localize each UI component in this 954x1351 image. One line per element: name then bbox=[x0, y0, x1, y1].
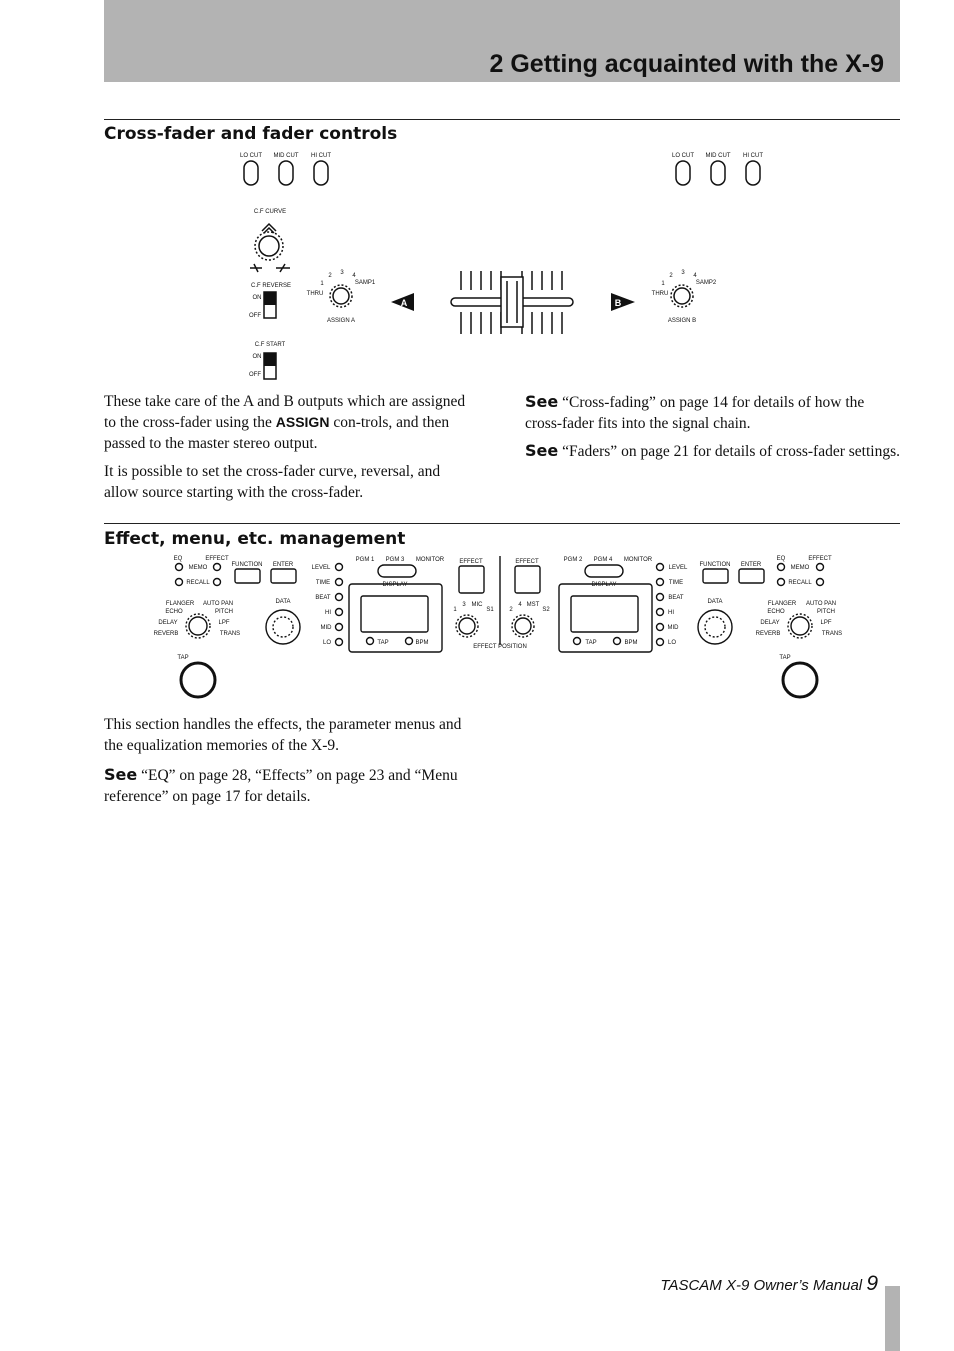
mid-cut-knob-b bbox=[711, 161, 725, 185]
effect-position-label: EFFECT POSITION bbox=[473, 644, 527, 650]
effect-label: EFFECT bbox=[515, 559, 539, 565]
mid-label: MID bbox=[320, 625, 332, 631]
effect-label: EFFECT bbox=[459, 559, 483, 565]
paragraph-assign: These take care of the A and B outputs which are assigned to the cross-fader using the ASSIGN con-trols, and then passed to the master stereo output. bbox=[104, 393, 466, 452]
pgm3-label: PGM 3 bbox=[385, 557, 405, 563]
lpf-label: LPF bbox=[218, 620, 230, 626]
function-label: FUNCTION bbox=[231, 562, 263, 568]
faders-reference: “Faders” on page 21 for details of cross-fader settings. bbox=[558, 443, 900, 460]
tap-label: TAP bbox=[177, 655, 189, 661]
pos-label: 2 bbox=[509, 607, 513, 613]
delay-label: DELAY bbox=[158, 620, 178, 626]
thru-label: THRU bbox=[651, 291, 669, 297]
off-label: OFF bbox=[249, 313, 261, 319]
page-footer bbox=[660, 1272, 878, 1296]
on-label: ON bbox=[252, 295, 262, 301]
data-label: DATA bbox=[707, 599, 723, 605]
effect-label: EFFECT bbox=[808, 556, 832, 562]
s2-label: S2 bbox=[542, 607, 550, 613]
flanger-label: FLANGER bbox=[767, 601, 797, 607]
see-faders bbox=[525, 440, 900, 462]
samp2-label: SAMP2 bbox=[695, 280, 717, 286]
effect-panel-diagram bbox=[0, 552, 954, 707]
samp1-label: SAMP1 bbox=[354, 280, 376, 286]
paragraph-curve: It is possible to set the cross-fader curve, reversal, and allow source starting with the cross-fader. bbox=[104, 463, 441, 501]
memo-label: MEMO bbox=[790, 565, 810, 571]
recall-label: RECALL bbox=[186, 580, 210, 586]
data-wheel-b bbox=[698, 610, 732, 644]
enter-button-b bbox=[739, 569, 764, 583]
beat-label: BEAT bbox=[315, 595, 331, 601]
mst-label: MST bbox=[526, 602, 540, 608]
trans-label: TRANS bbox=[219, 631, 241, 637]
mid-cut-label-b: MID CUT bbox=[705, 153, 731, 159]
data-label: DATA bbox=[275, 599, 291, 605]
pgm2-label: PGM 2 bbox=[563, 557, 583, 563]
pitch-label: PITCH bbox=[817, 609, 835, 615]
enter-button-a bbox=[271, 569, 296, 583]
function-label: FUNCTION bbox=[699, 562, 731, 568]
see-label: See bbox=[525, 441, 559, 460]
see-eq-effects bbox=[104, 764, 484, 807]
delay-label: DELAY bbox=[760, 620, 780, 626]
effect-select-knob-b bbox=[791, 617, 809, 635]
pgm1-label: PGM 1 bbox=[355, 557, 375, 563]
hi-cut-label-a: HI CUT bbox=[311, 153, 331, 159]
off-label: OFF bbox=[249, 372, 261, 378]
section-title-crossfader: Cross-fader and fader controls bbox=[104, 124, 398, 144]
lo-cut-knob-b bbox=[676, 161, 690, 185]
lo-cut-label-b: LO CUT bbox=[671, 153, 695, 159]
function-button-b bbox=[703, 569, 728, 583]
assign-b-label: ASSIGN B bbox=[667, 318, 697, 324]
eq-label: EQ bbox=[173, 556, 183, 562]
effect-position-knob-1 bbox=[459, 618, 475, 634]
section-title-effect: Effect, menu, etc. management bbox=[104, 529, 406, 549]
beat-label: BEAT bbox=[668, 595, 684, 601]
auto-pan-label: AUTO PAN bbox=[805, 601, 837, 607]
see-label: See bbox=[525, 392, 559, 411]
arrow-b-label: B bbox=[614, 298, 622, 308]
paragraph-effects: This section handles the effects, the parameter menus and the equalization memories of the X-9. bbox=[104, 716, 462, 754]
auto-pan-label: AUTO PAN bbox=[202, 601, 234, 607]
data-wheel-a bbox=[266, 610, 300, 644]
mid-cut-knob-a bbox=[279, 161, 293, 185]
eq-label: EQ bbox=[776, 556, 786, 562]
cf-curve-knob bbox=[259, 236, 279, 256]
memo-label: MEMO bbox=[188, 565, 208, 571]
mid-label: MID bbox=[667, 625, 679, 631]
bpm-label: BPM bbox=[415, 640, 429, 646]
thru-label: THRU bbox=[306, 291, 324, 297]
assign-a-knob bbox=[333, 288, 349, 304]
mic-label: MIC bbox=[471, 602, 483, 608]
display-screen-a bbox=[361, 596, 428, 632]
pos-label: 2 bbox=[669, 273, 673, 279]
pgm4-label: PGM 4 bbox=[593, 557, 613, 563]
crossfader-diagram bbox=[0, 145, 954, 385]
pos-label: 1 bbox=[453, 607, 457, 613]
flanger-label: FLANGER bbox=[165, 601, 195, 607]
cf-curve-label: C.F CURVE bbox=[253, 209, 287, 215]
effect-button-2 bbox=[515, 566, 540, 593]
echo-label: ECHO bbox=[767, 609, 785, 615]
time-label: TIME bbox=[668, 580, 684, 586]
hi-cut-knob-a bbox=[314, 161, 328, 185]
hi-cut-label-b: HI CUT bbox=[743, 153, 763, 159]
see-crossfading bbox=[525, 391, 900, 434]
reverb-label: REVERB bbox=[153, 631, 179, 637]
recall-label: RECALL bbox=[788, 580, 812, 586]
monitor-label: MONITOR bbox=[415, 557, 445, 563]
lo-label: LO bbox=[322, 640, 332, 646]
assign-b-knob bbox=[674, 288, 690, 304]
display-label: DISPLAY bbox=[591, 582, 617, 588]
pos-label: 2 bbox=[328, 273, 332, 279]
monitor-label: MONITOR bbox=[623, 557, 653, 563]
trans-label: TRANS bbox=[821, 631, 843, 637]
mid-cut-label-a: MID CUT bbox=[273, 153, 299, 159]
tap-label: TAP bbox=[377, 640, 389, 646]
hi-label: HI bbox=[668, 610, 674, 616]
page-number: 9 bbox=[866, 1272, 878, 1295]
crossfader-knob bbox=[501, 277, 523, 327]
hi-cut-knob-b bbox=[746, 161, 760, 185]
cf-reverse-label: C.F REVERSE bbox=[250, 283, 292, 289]
display-button-a bbox=[378, 565, 416, 577]
hi-label: HI bbox=[325, 610, 331, 616]
pos-label: 4 bbox=[693, 273, 697, 279]
cf-start-label: C.F START bbox=[254, 342, 286, 348]
tap-button-b bbox=[783, 663, 817, 697]
level-label: LEVEL bbox=[311, 565, 331, 571]
side-tab bbox=[885, 1286, 900, 1351]
effect-button-1 bbox=[459, 566, 484, 593]
section-rule bbox=[104, 523, 900, 524]
effect-label: EFFECT bbox=[205, 556, 229, 562]
assign-keyword: ASSIGN bbox=[275, 414, 330, 430]
on-label: ON bbox=[252, 354, 262, 360]
lo-cut-knob-a bbox=[244, 161, 258, 185]
enter-label: ENTER bbox=[740, 562, 762, 568]
pos-label: 3 bbox=[681, 270, 685, 276]
pos-label: 1 bbox=[661, 281, 665, 287]
effect-position-knob-2 bbox=[515, 618, 531, 634]
section-rule bbox=[104, 119, 900, 120]
tap-button-a bbox=[181, 663, 215, 697]
effect-select-knob-a bbox=[189, 617, 207, 635]
eq-effects-reference: “EQ” on page 28, “Effects” on page 23 and “Menu reference” on page 17 for details. bbox=[104, 767, 458, 805]
bpm-label: BPM bbox=[624, 640, 638, 646]
time-label: TIME bbox=[315, 580, 331, 586]
pos-label: 4 bbox=[352, 273, 356, 279]
pos-label: 4 bbox=[518, 602, 522, 608]
display-label: DISPLAY bbox=[382, 582, 408, 588]
lo-cut-label-a: LO CUT bbox=[239, 153, 263, 159]
function-button-a bbox=[235, 569, 260, 583]
crossfading-reference: “Cross-fading” on page 14 for details of how the cross-fader fits into the signal chain. bbox=[525, 394, 865, 432]
arrow-a-label: A bbox=[400, 298, 408, 308]
display-screen-b bbox=[571, 596, 638, 632]
s1-label: S1 bbox=[486, 607, 494, 613]
chapter-title: 2 Getting acquainted with the X-9 bbox=[489, 50, 884, 78]
reverb-label: REVERB bbox=[755, 631, 781, 637]
display-button-b bbox=[585, 565, 623, 577]
pos-label: 3 bbox=[462, 602, 466, 608]
manual-title: TASCAM X-9 Owner’s Manual bbox=[660, 1277, 867, 1294]
assign-a-label: ASSIGN A bbox=[326, 318, 356, 324]
lpf-label: LPF bbox=[820, 620, 832, 626]
see-label: See bbox=[104, 765, 138, 784]
lo-label: LO bbox=[667, 640, 677, 646]
level-label: LEVEL bbox=[668, 565, 688, 571]
pos-label: 3 bbox=[340, 270, 344, 276]
echo-label: ECHO bbox=[165, 609, 183, 615]
enter-label: ENTER bbox=[272, 562, 294, 568]
pos-label: 1 bbox=[320, 281, 324, 287]
tap-label: TAP bbox=[779, 655, 791, 661]
pitch-label: PITCH bbox=[215, 609, 233, 615]
tap-label: TAP bbox=[585, 640, 597, 646]
